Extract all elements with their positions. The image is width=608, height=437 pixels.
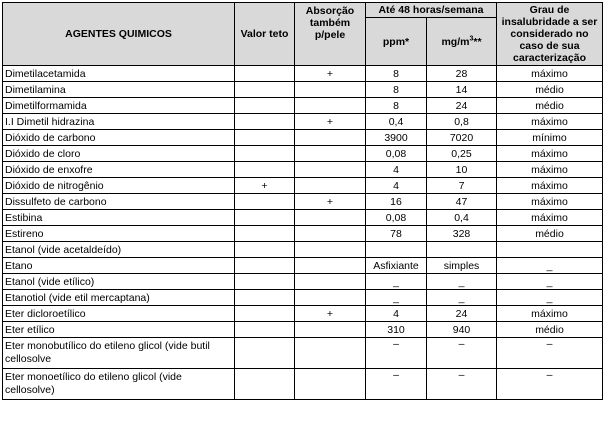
- cell-absorcao: [295, 322, 366, 338]
- cell-grau: máximo: [497, 146, 603, 162]
- cell-mgm3: 24: [427, 98, 497, 114]
- cell-mgm3: [427, 242, 497, 258]
- cell-ppm: [366, 242, 427, 258]
- cell-absorcao: [295, 369, 366, 400]
- table-row: [3, 66, 603, 82]
- chemical-agents-table: [2, 2, 603, 400]
- table-row: [3, 178, 603, 194]
- cell-ppm: –: [366, 338, 427, 369]
- cell-grau: máximo: [497, 66, 603, 82]
- cell-grau: máximo: [497, 162, 603, 178]
- cell-mgm3: 24: [427, 306, 497, 322]
- cell-absorcao: [295, 242, 366, 258]
- cell-grau: máximo: [497, 306, 603, 322]
- cell-agent: Dimetilamina: [3, 82, 235, 98]
- cell-grau: [497, 242, 603, 258]
- cell-absorcao: [295, 290, 366, 306]
- cell-valor-teto: +: [235, 178, 295, 194]
- cell-valor-teto: [235, 322, 295, 338]
- cell-ppm: 16: [366, 194, 427, 210]
- cell-absorcao: [295, 130, 366, 146]
- header-valor-teto: Valor teto: [235, 3, 295, 66]
- cell-ppm: 310: [366, 322, 427, 338]
- header-mgm3-suffix: **: [473, 35, 482, 48]
- cell-mgm3: 0,8: [427, 114, 497, 130]
- cell-ppm: 78: [366, 226, 427, 242]
- cell-agent: Dióxido de cloro: [3, 146, 235, 162]
- cell-ppm: 4: [366, 162, 427, 178]
- header-absorcao: Absorção também p/pele: [295, 3, 366, 66]
- cell-agent: Eter etílico: [3, 322, 235, 338]
- cell-grau: _: [497, 274, 603, 290]
- cell-absorcao: [295, 338, 366, 369]
- cell-valor-teto: [235, 369, 295, 400]
- table-row: [3, 226, 603, 242]
- header-agentes: AGENTES QUIMICOS: [3, 3, 235, 66]
- cell-absorcao: [295, 226, 366, 242]
- cell-ppm: _: [366, 290, 427, 306]
- cell-valor-teto: [235, 66, 295, 82]
- cell-absorcao: [295, 258, 366, 274]
- cell-ppm: 3900: [366, 130, 427, 146]
- cell-ppm: 4: [366, 306, 427, 322]
- cell-agent: Eter monoetílico do etileno glicol (vide cellosolve): [3, 369, 235, 400]
- header-mgm3-text: mg/m: [441, 35, 470, 48]
- table-header: [3, 3, 603, 66]
- cell-mgm3: –: [427, 338, 497, 369]
- cell-valor-teto: [235, 162, 295, 178]
- table-row: [3, 322, 603, 338]
- table-row: [3, 194, 603, 210]
- cell-grau: máximo: [497, 114, 603, 130]
- cell-valor-teto: [235, 210, 295, 226]
- table-row: [3, 369, 603, 400]
- cell-mgm3: 7: [427, 178, 497, 194]
- table-row: [3, 258, 603, 274]
- cell-mgm3: –: [427, 369, 497, 400]
- cell-ppm: 0,08: [366, 210, 427, 226]
- cell-absorcao: [295, 178, 366, 194]
- cell-mgm3: 0,25: [427, 146, 497, 162]
- cell-grau: médio: [497, 82, 603, 98]
- cell-mgm3: 328: [427, 226, 497, 242]
- cell-agent: Dimetilformamida: [3, 98, 235, 114]
- table-row: [3, 210, 603, 226]
- cell-agent: I.I Dimetil hidrazina: [3, 114, 235, 130]
- table-row: [3, 290, 603, 306]
- cell-grau: médio: [497, 322, 603, 338]
- cell-valor-teto: [235, 146, 295, 162]
- cell-valor-teto: [235, 114, 295, 130]
- cell-grau: –: [497, 338, 603, 369]
- table-row: [3, 306, 603, 322]
- table-row: [3, 130, 603, 146]
- cell-grau: –: [497, 369, 603, 400]
- cell-absorcao: [295, 98, 366, 114]
- cell-valor-teto: [235, 82, 295, 98]
- cell-valor-teto: [235, 98, 295, 114]
- cell-absorcao: [295, 146, 366, 162]
- cell-mgm3: 28: [427, 66, 497, 82]
- cell-absorcao: +: [295, 114, 366, 130]
- cell-grau: _: [497, 258, 603, 274]
- table-row: [3, 146, 603, 162]
- cell-grau: máximo: [497, 194, 603, 210]
- cell-agent: Dimetilacetamida: [3, 66, 235, 82]
- header-ppm: ppm*: [366, 18, 427, 66]
- table-row: [3, 98, 603, 114]
- cell-agent: Etanol (vide acetaldeído): [3, 242, 235, 258]
- table-body: [3, 66, 603, 400]
- cell-mgm3: 14: [427, 82, 497, 98]
- cell-grau: médio: [497, 98, 603, 114]
- cell-mgm3: 7020: [427, 130, 497, 146]
- cell-valor-teto: [235, 226, 295, 242]
- cell-ppm: 8: [366, 98, 427, 114]
- cell-agent: Eter monobutílico do etileno glicol (vide butil cellosolve: [3, 338, 235, 369]
- cell-mgm3: 47: [427, 194, 497, 210]
- cell-grau: médio: [497, 226, 603, 242]
- cell-ppm: –: [366, 369, 427, 400]
- cell-absorcao: [295, 82, 366, 98]
- cell-valor-teto: [235, 274, 295, 290]
- cell-ppm: 4: [366, 178, 427, 194]
- cell-ppm: _: [366, 274, 427, 290]
- cell-grau: máximo: [497, 210, 603, 226]
- cell-agent: Etano: [3, 258, 235, 274]
- cell-valor-teto: [235, 338, 295, 369]
- cell-ppm: 8: [366, 66, 427, 82]
- cell-valor-teto: [235, 242, 295, 258]
- table-row: [3, 242, 603, 258]
- header-mgm3: [427, 18, 497, 66]
- cell-agent: Estireno: [3, 226, 235, 242]
- cell-absorcao: [295, 210, 366, 226]
- cell-ppm: 0,08: [366, 146, 427, 162]
- cell-mgm3: 940: [427, 322, 497, 338]
- cell-ppm: 8: [366, 82, 427, 98]
- cell-absorcao: +: [295, 66, 366, 82]
- cell-grau: máximo: [497, 178, 603, 194]
- cell-absorcao: [295, 162, 366, 178]
- header-mgm3-sup: 3: [469, 35, 474, 43]
- cell-valor-teto: [235, 306, 295, 322]
- cell-absorcao: +: [295, 194, 366, 210]
- cell-agent: Eter dicloroetílico: [3, 306, 235, 322]
- cell-mgm3: _: [427, 290, 497, 306]
- cell-agent: Estibina: [3, 210, 235, 226]
- cell-grau: _: [497, 290, 603, 306]
- cell-absorcao: +: [295, 306, 366, 322]
- cell-valor-teto: [235, 258, 295, 274]
- cell-grau: mínimo: [497, 130, 603, 146]
- table-row: [3, 274, 603, 290]
- cell-agent: Dióxido de nitrogênio: [3, 178, 235, 194]
- cell-mgm3: 0,4: [427, 210, 497, 226]
- table-row: [3, 162, 603, 178]
- cell-valor-teto: [235, 130, 295, 146]
- header-ate-48-horas: Até 48 horas/semana: [366, 3, 497, 18]
- cell-agent: Dissulfeto de carbono: [3, 194, 235, 210]
- cell-agent: Etanotiol (vide etil mercaptana): [3, 290, 235, 306]
- cell-valor-teto: [235, 290, 295, 306]
- header-grau: Grau de insalubridade a ser considerado no caso de sua caracterização: [497, 3, 603, 66]
- cell-agent: Dióxido de carbono: [3, 130, 235, 146]
- cell-valor-teto: [235, 194, 295, 210]
- cell-absorcao: [295, 274, 366, 290]
- cell-ppm: 0,4: [366, 114, 427, 130]
- table-row: [3, 82, 603, 98]
- cell-mgm3: simples: [427, 258, 497, 274]
- cell-mgm3: 10: [427, 162, 497, 178]
- cell-ppm: Asfixiante: [366, 258, 427, 274]
- cell-agent: Dióxido de enxofre: [3, 162, 235, 178]
- table-row: [3, 338, 603, 369]
- cell-agent: Etanol (vide etílico): [3, 274, 235, 290]
- cell-mgm3: _: [427, 274, 497, 290]
- table-row: [3, 114, 603, 130]
